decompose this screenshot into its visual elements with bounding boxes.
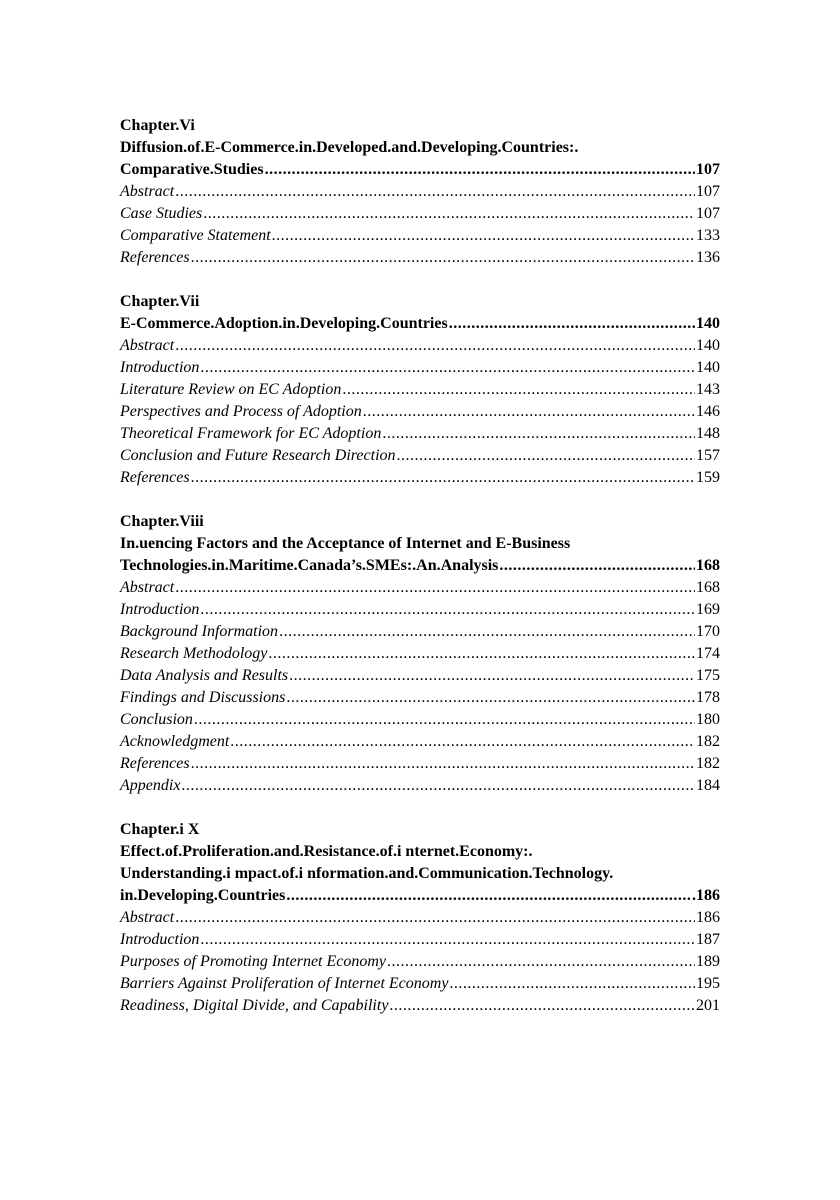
entry-title: Technologies.in.Maritime.Canada’s.SMEs:.An.Analysis [120,557,499,574]
entry-title: Purposes of Promoting Internet Economy [120,953,387,970]
page-number: 159 [696,469,720,486]
section-entry[interactable] [120,467,720,489]
entry-title: Introduction [120,931,200,948]
entry-title: References [120,469,190,486]
section-entry[interactable] [120,775,720,797]
page-number: 168 [696,579,720,596]
entry-title: in.Developing.Countries [120,887,286,904]
dot-leader [279,621,695,643]
page-number: 107 [696,183,720,200]
section-entry[interactable] [120,203,720,225]
chapter-block [120,115,720,269]
entry-title: E-Commerce.Adoption.in.Developing.Countries [120,315,448,332]
section-entry[interactable] [120,247,720,269]
section-entry[interactable] [120,577,720,599]
page-number: 201 [696,997,720,1014]
dot-leader [194,709,695,731]
entry-title: Literature Review on EC Adoption [120,381,342,398]
section-entry[interactable] [120,423,720,445]
dot-leader [397,445,695,467]
page-number: 178 [696,689,720,706]
dot-leader [363,401,695,423]
dot-leader [449,313,695,335]
section-entry[interactable] [120,951,720,973]
chapter-label: Chapter.i X [120,821,200,838]
page-number: 175 [696,667,720,684]
chapter-title-entry[interactable] [120,555,720,577]
entry-title: Background Information [120,623,279,640]
dot-leader [268,643,695,665]
dot-leader [382,423,695,445]
chapter-block [120,819,720,1017]
page-number: 168 [696,557,720,574]
section-entry[interactable] [120,753,720,775]
entry-title: Conclusion [120,711,193,728]
dot-leader [175,907,695,929]
page-number: 107 [696,161,720,178]
dot-leader [200,357,695,379]
page-number: 136 [696,249,720,266]
section-entry[interactable] [120,665,720,687]
dot-leader [286,885,691,907]
entry-title: Appendix [120,777,181,794]
entry-title: Abstract [120,579,175,596]
entry-title: Readiness, Digital Divide, and Capability [120,997,389,1014]
chapter-title-entry[interactable] [120,159,720,181]
section-entry[interactable] [120,731,720,753]
entry-title: References [120,249,190,266]
dot-leader [289,665,695,687]
page-number: 148 [696,425,720,442]
section-entry[interactable] [120,709,720,731]
section-entry[interactable] [120,995,720,1017]
page-number: 140 [696,337,720,354]
section-entry[interactable] [120,907,720,929]
page-number: 107 [696,205,720,222]
dot-leader [175,335,695,357]
page-number: .186 [692,887,720,904]
table-of-contents [120,115,720,1039]
chapter-title-line: Understanding.i mpact.of.i nformation.and.Communication.Technology. [120,865,614,882]
dot-leader [230,731,695,753]
dot-leader [286,687,695,709]
page-number: 189 [696,953,720,970]
page-number: 143 [696,381,720,398]
dot-leader [181,775,695,797]
chapter-block [120,511,720,797]
page-number: 157 [696,447,720,464]
section-entry[interactable] [120,621,720,643]
page-number: 146 [696,403,720,420]
chapter-title-entry[interactable] [120,885,720,907]
entry-title: Abstract [120,183,175,200]
entry-title: Case Studies [120,205,203,222]
dot-leader [203,203,695,225]
section-entry[interactable] [120,181,720,203]
chapter-label: Chapter.Vii [120,293,200,310]
dot-leader [387,951,695,973]
entry-title: Perspectives and Process of Adoption [120,403,362,420]
dot-leader [265,159,695,181]
section-entry[interactable] [120,357,720,379]
chapter-title-line: In.uencing Factors and the Acceptance of Internet and E-Business [120,535,571,552]
section-entry[interactable] [120,379,720,401]
page-number: 174 [696,645,720,662]
chapter-title-line: Diffusion.of.E-Commerce.in.Developed.and.Developing.Countries:. [120,139,579,156]
entry-title: Findings and Discussions [120,689,286,706]
page-number: 182 [696,755,720,772]
section-entry[interactable] [120,599,720,621]
section-entry[interactable] [120,973,720,995]
chapter-block [120,291,720,489]
entry-title: Research Methodology [120,645,268,662]
section-entry[interactable] [120,445,720,467]
entry-title: Introduction [120,601,200,618]
section-entry[interactable] [120,643,720,665]
dot-leader [272,225,695,247]
section-entry[interactable] [120,225,720,247]
chapter-label: Chapter.Viii [120,513,204,530]
section-entry[interactable] [120,687,720,709]
entry-title: Acknowledgment [120,733,230,750]
section-entry[interactable] [120,929,720,951]
entry-title: Comparative Statement [120,227,271,244]
dot-leader [200,929,695,951]
page-number: 180 [696,711,720,728]
dot-leader [191,467,695,489]
page-number: 187 [696,931,720,948]
page-number: 195 [696,975,720,992]
dot-leader [175,577,695,599]
page-number: 182 [696,733,720,750]
entry-title: Barriers Against Proliferation of Internet Economy [120,975,449,992]
entry-title: Abstract [120,909,175,926]
section-entry[interactable] [120,335,720,357]
dot-leader [175,181,695,203]
entry-title: Abstract [120,337,175,354]
entry-title: Theoretical Framework for EC Adoption [120,425,382,442]
page-number: 140 [696,359,720,376]
page-number: 140 [696,315,720,332]
page-number: 186 [696,909,720,926]
entry-title: References [120,755,190,772]
dot-leader [191,247,695,269]
page-number: 170 [696,623,720,640]
dot-leader [342,379,695,401]
dot-leader [499,555,695,577]
page-number: 133 [696,227,720,244]
entry-title: Data Analysis and Results [120,667,289,684]
entry-title: Conclusion and Future Research Direction [120,447,396,464]
section-entry[interactable] [120,401,720,423]
entry-title: Comparative.Studies [120,161,264,178]
chapter-label: Chapter.Vi [120,117,195,134]
page-number: 184 [696,777,720,794]
dot-leader [200,599,695,621]
entry-title: Introduction [120,359,200,376]
dot-leader [449,973,695,995]
chapter-title-entry[interactable] [120,313,720,335]
chapter-title-line: Effect.of.Proliferation.and.Resistance.of.i nternet.Economy:. [120,843,533,860]
dot-leader [389,995,695,1017]
page-number: 169 [696,601,720,618]
dot-leader [191,753,695,775]
